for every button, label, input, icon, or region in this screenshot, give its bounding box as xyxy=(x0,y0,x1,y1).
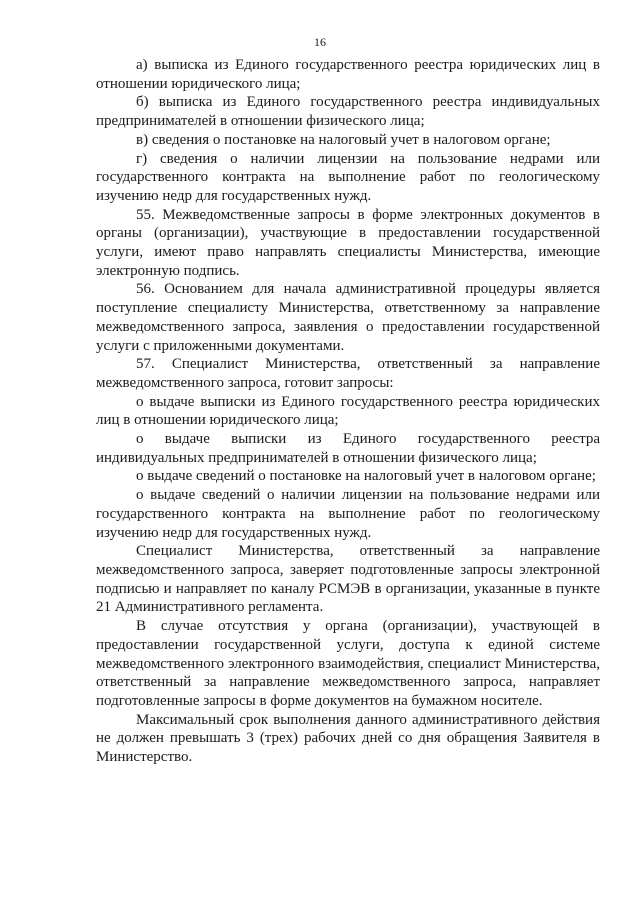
body-text xyxy=(96,56,600,767)
paragraph-specialist-certifies: Специалист Министерства, ответственный за направление межведомственного запроса, заверяет подготовленные запросы электронной подписью и направляет по каналу РСМЭВ в организации, указанные в пункте 21 Административного регламента. xyxy=(96,543,600,616)
paragraph-57: 57. Специалист Министерства, ответственный за направление межведомственного запроса, готовит запросы: xyxy=(96,356,600,391)
paragraph-max-term: Максимальный срок выполнения данного административного действия не должен превышать 3 (трех) рабочих дней со дня обращения Заявителя в Министерство. xyxy=(96,711,600,766)
paragraph-55: 55. Межведомственные запросы в форме электронных документов в органы (организации), участвующие в предоставлении государственной услуги, имеют право направлять специалисты Министерства, имеющие электронную подпись. xyxy=(96,206,600,279)
request-item-tax-registration: о выдаче сведений о постановке на налоговый учет в налоговом органе; xyxy=(136,468,596,485)
paragraph-a: а) выписка из Единого государственного реестра юридических лиц в отношении юридического лица; xyxy=(96,57,600,92)
request-item-license: о выдаче сведений о наличии лицензии на пользование недрами или государственного контракта на выполнение работ по геологическому изучению недр для государственных нужд. xyxy=(96,487,600,541)
request-item-entrepreneurs: о выдаче выписки из Единого государственного реестра индивидуальных предпринимателей в отношении физического лица; xyxy=(96,431,600,466)
paragraph-v: в) сведения о постановке на налоговый учет в налоговом органе; xyxy=(136,131,551,148)
paragraph-b: б) выписка из Единого государственного реестра индивидуальных предпринимателей в отношении физического лица; xyxy=(96,94,600,130)
paragraph-no-access: В случае отсутствия у органа (организации), участвующей в предоставлении государственной услуги, доступа к единой системе межведомственного электронного взаимодействия, специалист Министерства, ответственный за направление межведомственного запроса, направляет подготовленные запросы в форме документов на бумажном носителе. xyxy=(96,618,600,709)
paragraph-g: г) сведения о наличии лицензии на пользование недрами или государственного контракта на выполнение работ по геологическому изучению недр для государственных нужд. xyxy=(96,150,600,204)
page-number: 16 xyxy=(314,35,326,49)
paragraph-56: 56. Основанием для начала административной процедуры является поступление специалисту Министерства, ответственному за направление межведомственного запроса, заявления о предоставлении государственной услуги с приложенными документами. xyxy=(96,281,600,354)
request-item-legal-entities: о выдаче выписки из Единого государственного реестра юридических лиц в отношении юридического лица; xyxy=(96,393,600,429)
